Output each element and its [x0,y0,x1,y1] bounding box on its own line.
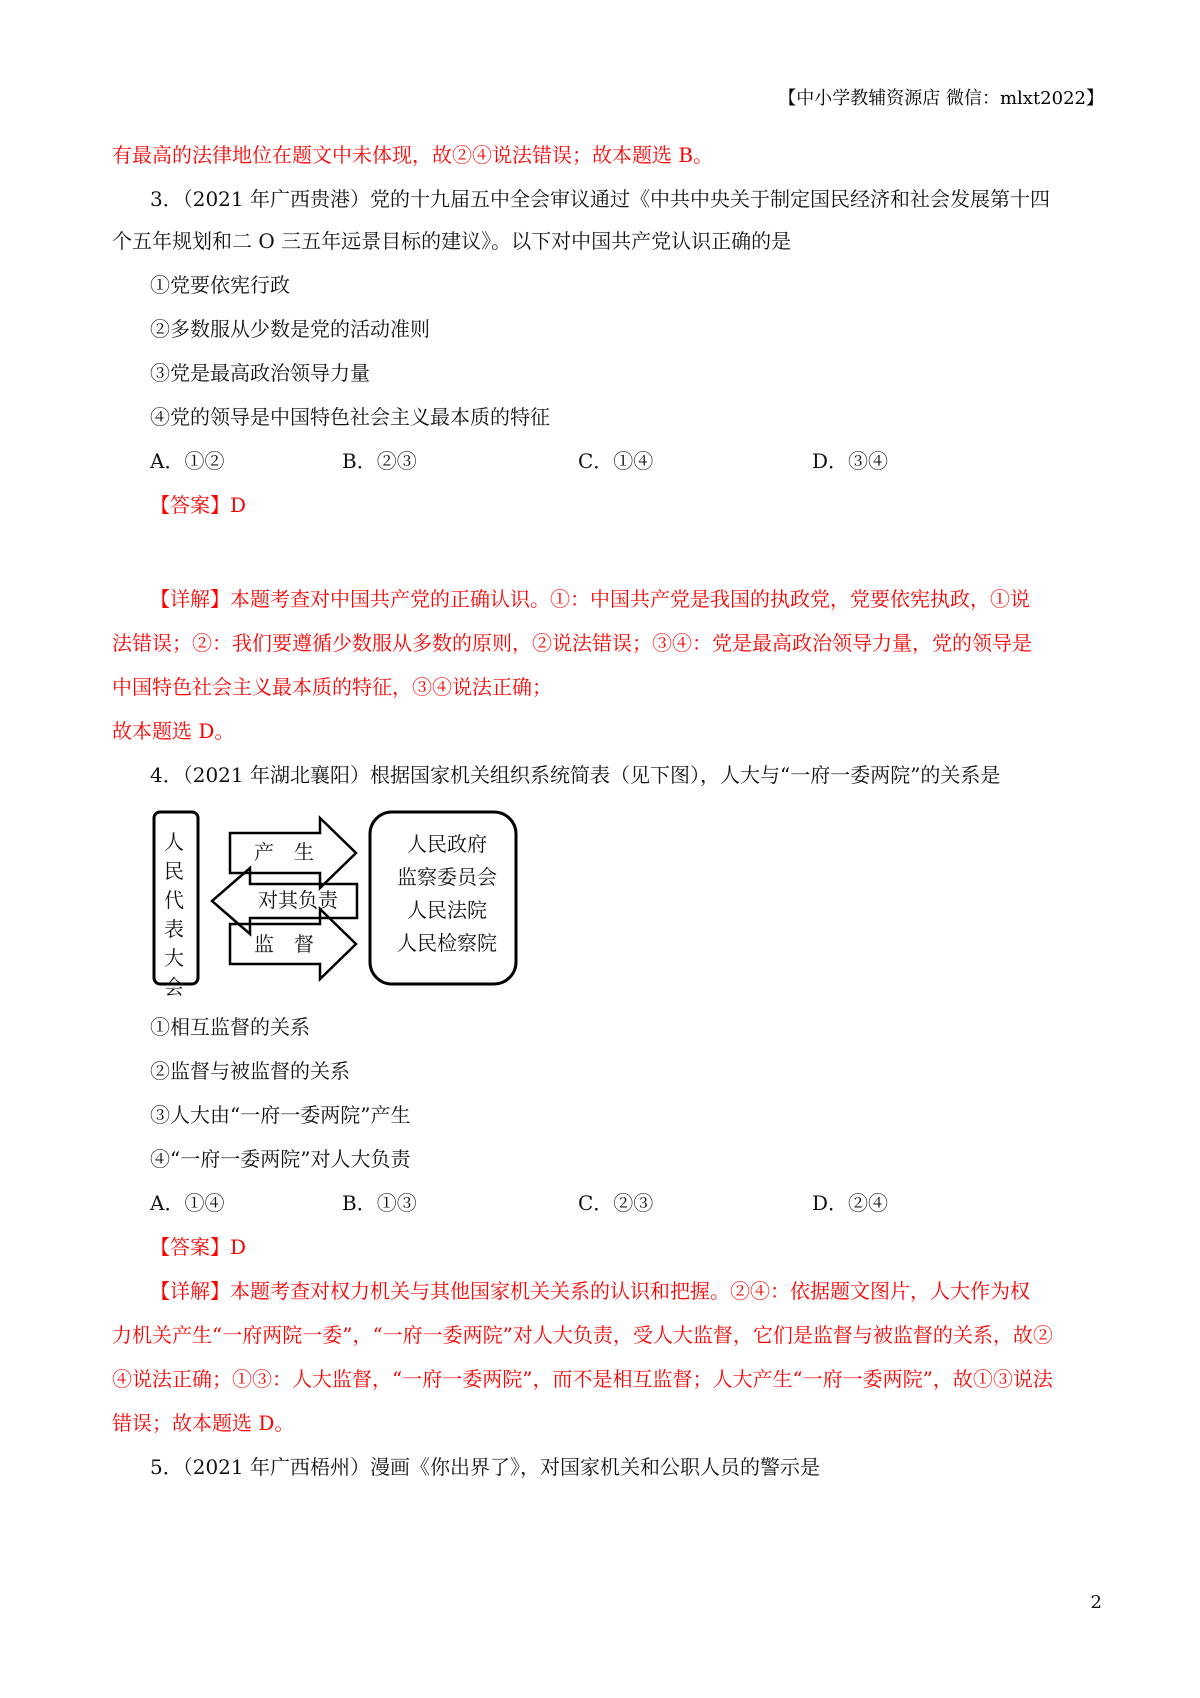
q4-option-a: A．①④ [150,1191,225,1215]
produce-label: 产 生 [254,840,314,864]
q3-option-d: D．③④ [812,449,889,473]
q4-statement-4: ④“一府一委两院”对人大负责 [150,1147,411,1171]
organ-government: 人民政府 [407,832,487,856]
npc-label: 人 民 代 表 大 会 [164,830,184,999]
responsible-label: 对其负责 [258,888,338,912]
question-3-stem-cont: 个五年规划和二 O 三五年远景目标的建议》。以下对中国共产党认识正确的是 [112,229,792,253]
q3-explanation-2: 法错误；②：我们要遵循少数服从多数的原则，②说法错误；③④：党是最高政治领导力量，党的领导是 [112,631,1032,655]
q3-option-c: C．①④ [578,449,654,473]
q4-explanation-3: ④说法正确；①③：人大监督，“一府一委两院”，而不是相互监督；人大产生“一府一委两院”，故①③说法 [112,1367,1053,1391]
state-organ-diagram [150,808,520,999]
page-header: 【中小学教辅资源店 微信：mlxt2022】 [778,88,1104,109]
q3-statement-2: ②多数服从少数是党的活动准则 [150,317,430,341]
q4-explanation-4: 错误；故本题选 D。 [112,1411,295,1435]
q3-statement-4: ④党的领导是中国特色社会主义最本质的特征 [150,405,550,429]
q3-option-b: B．②③ [342,449,417,473]
q4-statement-2: ②监督与被监督的关系 [150,1059,350,1083]
q3-explanation-3: 中国特色社会主义最本质的特征，③④说法正确； [112,675,552,699]
q4-explanation-1: 【详解】本题考查对权力机关与其他国家机关关系的认识和把握。②④：依据题文图片，人大作为权 [150,1279,1030,1303]
organ-court: 人民法院 [407,898,487,922]
q3-statement-3: ③党是最高政治领导力量 [150,361,370,385]
question-5-stem: 5．（2021 年广西梧州）漫画《你出界了》，对国家机关和公职人员的警示是 [150,1455,820,1479]
q4-statement-1: ①相互监督的关系 [150,1015,310,1039]
q4-statement-3: ③人大由“一府一委两院”产生 [150,1103,411,1127]
q3-statement-1: ①党要依宪行政 [150,273,290,297]
q3-explanation-1: 【详解】本题考查对中国共产党的正确认识。①：中国共产党是我国的执政党，党要依宪执政，①说 [150,587,1030,611]
q3-explanation-4: 故本题选 D。 [112,719,235,743]
q4-option-c: C．②③ [578,1191,654,1215]
organ-procuratorate: 人民检察院 [397,931,497,955]
q4-answer: 【答案】D [150,1235,247,1259]
q3-answer: 【答案】D [150,493,247,517]
q4-explanation-2: 力机关产生“一府两院一委”，“一府一委两院”对人大负责，受人大监督，它们是监督与被监督的关系，故② [112,1323,1053,1347]
page-number: 2 [1090,1592,1102,1613]
supervise-label: 监 督 [254,932,314,956]
organs-list [381,828,513,960]
q4-option-b: B．①③ [342,1191,417,1215]
q4-option-d: D．②④ [812,1191,889,1215]
q3-option-a: A．①② [150,449,225,473]
question-4-stem: 4．（2021 年湖北襄阳）根据国家机关组织系统简表（见下图），人大与“一府一委两院”的关系是 [150,763,1001,787]
explanation-line: 有最高的法律地位在题文中未体现，故②④说法错误；故本题选 B。 [112,143,714,167]
organ-supervision: 监察委员会 [397,865,497,889]
question-3-stem: 3．（2021 年广西贵港）党的十九届五中全会审议通过《中共中央关于制定国民经济和社会发展第十四 [150,187,1050,211]
